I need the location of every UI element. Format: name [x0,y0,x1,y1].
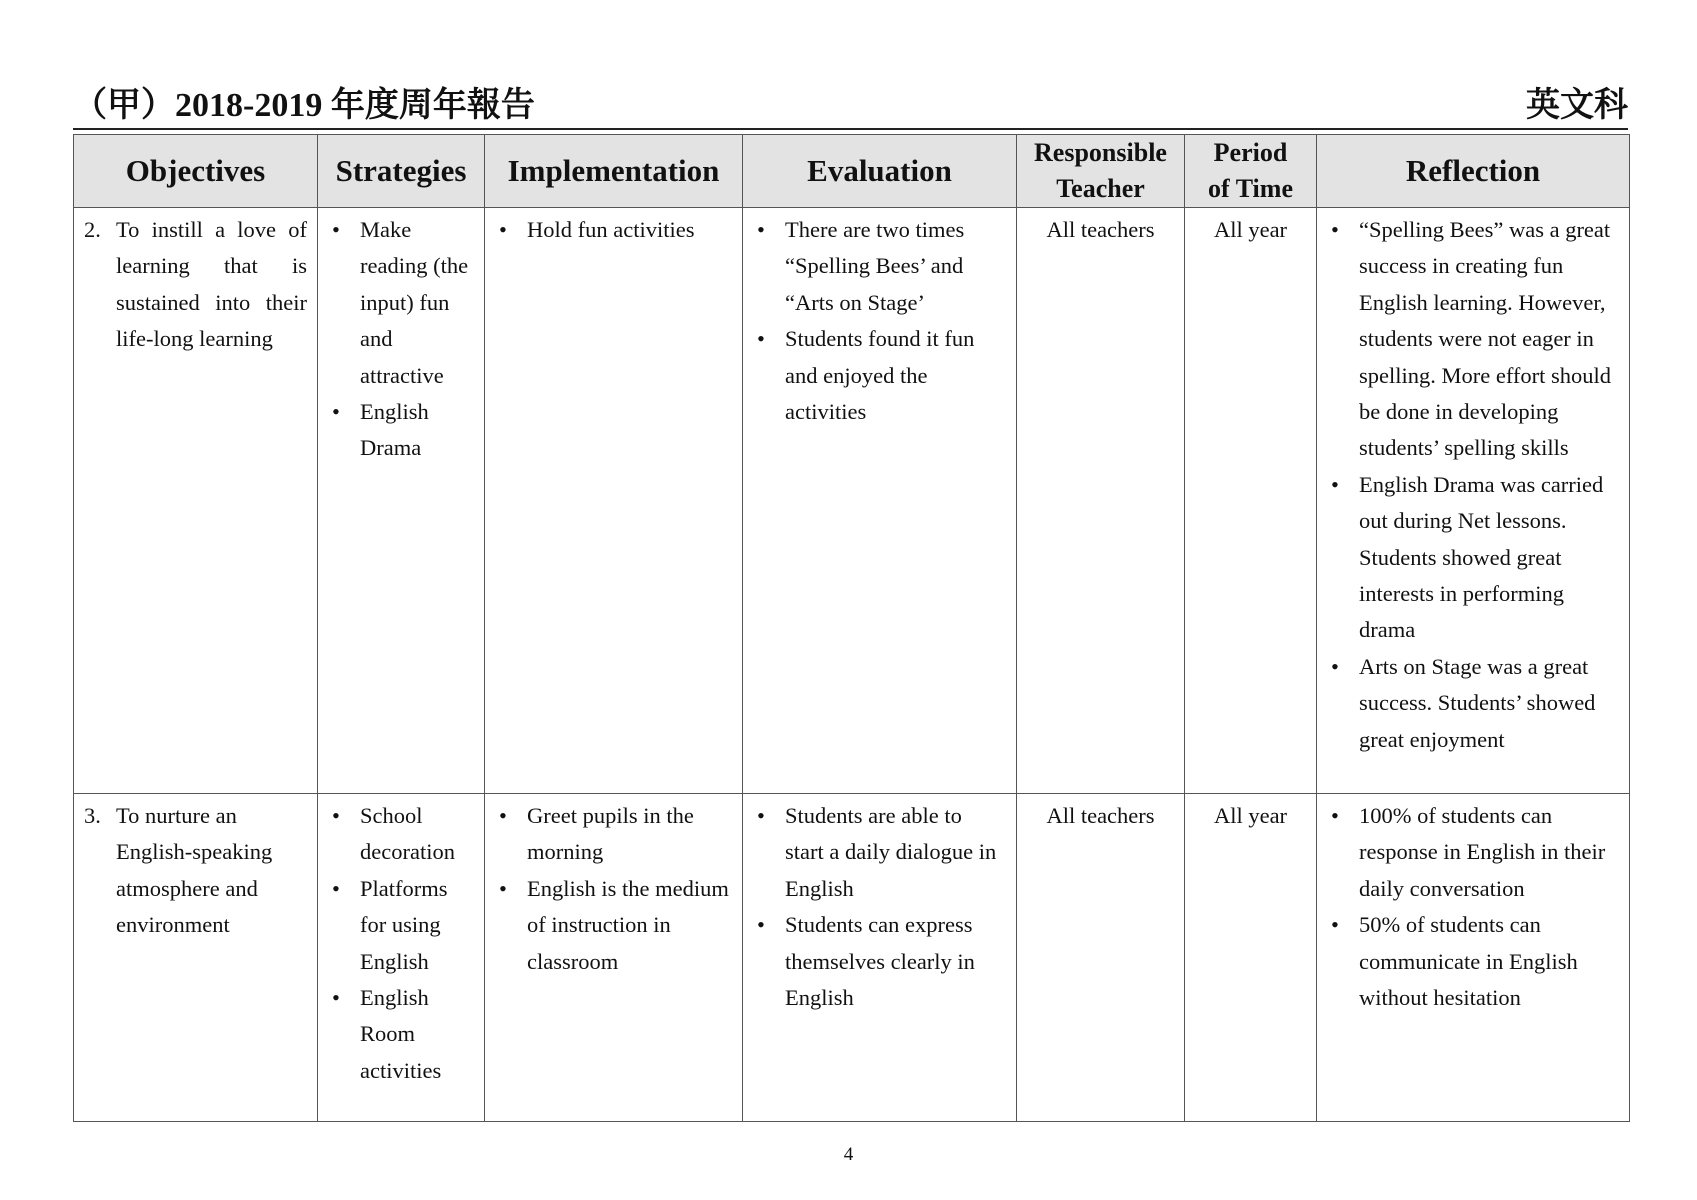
list-item: • English Drama was carried out during Net lessons. Students showed great interests in performing drama [1327,467,1619,649]
list-item: • Students found it fun and enjoyed the activities [753,321,1006,430]
responsible-cell: All teachers [1017,208,1185,794]
list-item: • English Room activities [328,980,474,1089]
table-row [74,208,1630,794]
header-strategies: Strategies [318,135,485,208]
list-item: • English Drama [328,394,474,467]
header-implementation: Implementation [485,135,743,208]
objective-number: 3. [84,803,101,828]
list-item: • English is the medium of instruction in classroom [495,871,732,980]
table-row [74,794,1630,1122]
strategies-cell [318,208,485,794]
header-evaluation: Evaluation [743,135,1017,208]
header-objectives: Objectives [74,135,318,208]
list-item: • 100% of students can response in English in their daily conversation [1327,798,1619,907]
table-header-row [74,135,1630,208]
header-reflection: Reflection [1317,135,1630,208]
evaluation-cell [743,794,1017,1122]
list-item: • “Spelling Bees” was a great success in creating fun English learning. However, students were not eager in spelling. More effort should be done in developing students’ spelling skills [1327,212,1619,467]
implementation-cell [485,208,743,794]
report-title: （甲）2018-2019 年度周年報告 [73,87,535,124]
list-item: • Arts on Stage was a great success. Students’ showed great enjoyment [1327,649,1619,758]
annual-report-table [73,134,1630,1122]
responsible-cell: All teachers [1017,794,1185,1122]
reflection-cell [1317,208,1630,794]
page-number: 4 [843,1144,854,1165]
header-responsible-teacher: Responsible Teacher [1017,135,1185,208]
list-item: • School decoration [328,798,474,871]
list-item: • Greet pupils in the morning [495,798,732,871]
objective-text: To instill a love of learning that is sustained into their life-long learning [116,217,307,352]
objective-cell [74,794,318,1122]
objective-text: To nurture an English-speaking atmosphere and environment [116,803,273,938]
header-period-of-time: Period of Time [1185,135,1317,208]
list-item: • Students are able to start a daily dialogue in English [753,798,1006,907]
list-item: • There are two times “Spelling Bees’ and “Arts on Stage’ [753,212,1006,321]
period-cell: All year [1185,794,1317,1122]
implementation-cell [485,794,743,1122]
objective-cell [74,208,318,794]
list-item: • Students can express themselves clearly in English [753,907,1006,1016]
list-item: • Hold fun activities [495,212,732,248]
subject-title: 英文科 [1526,87,1628,124]
evaluation-cell [743,208,1017,794]
reflection-cell [1317,794,1630,1122]
list-item: • Platforms for using English [328,871,474,980]
period-cell: All year [1185,208,1317,794]
document-header [73,84,1628,130]
list-item: • 50% of students can communicate in English without hesitation [1327,907,1619,1016]
strategies-cell [318,794,485,1122]
list-item: • Make reading (the input) fun and attractive [328,212,474,394]
objective-number: 2. [84,217,101,242]
